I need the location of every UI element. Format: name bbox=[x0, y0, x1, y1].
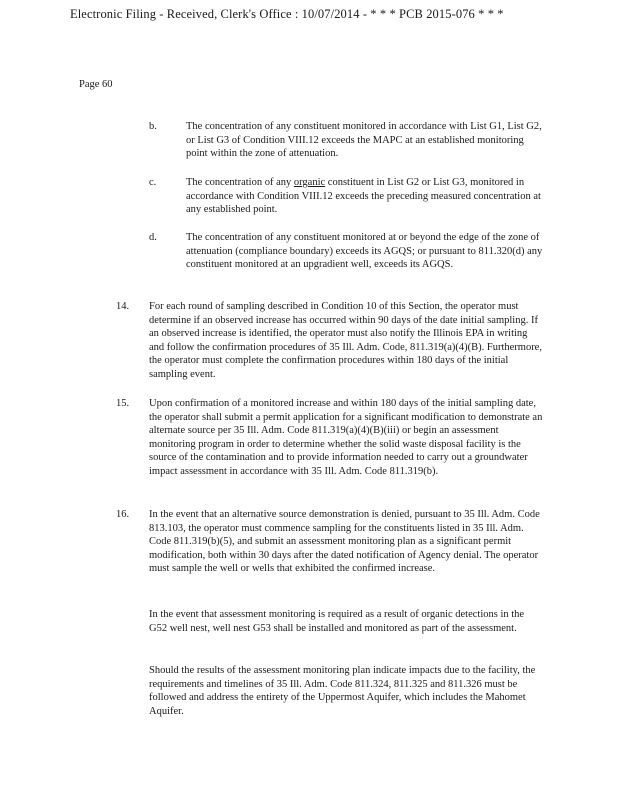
item-label: 16. bbox=[116, 509, 130, 520]
item-text: In the event that an alternative source demonstration is denied, pursuant to 35 Ill. Adm. Code 813.103, the operator must commence sampling for the constituents listed in 35 Ill. Adm. Code 811.319(b)(5), and submit an assessment monitoring plan as a significant permit modification, both within 30 days after the dated notification of Agency denial. The operator must sample the well or wells that exhibited the confirmed increase. bbox=[149, 509, 540, 575]
item-label: b. bbox=[149, 121, 157, 132]
condition-item-b bbox=[149, 120, 544, 161]
condition-item-c bbox=[149, 176, 544, 217]
electronic-filing-header: Electronic Filing - Received, Clerk's Office : 10/07/2014 - * * * PCB 2015-076 * * * bbox=[70, 7, 504, 21]
item-label: 15. bbox=[116, 398, 130, 409]
item-label: d. bbox=[149, 232, 157, 243]
item-text bbox=[186, 176, 544, 217]
condition-item-d bbox=[149, 231, 544, 272]
item-text-part: The concentration of any bbox=[186, 177, 294, 188]
item-text: For each round of sampling described in Condition 10 of this Section, the operator must determine if an observed increase has occurred within 90 days of the date initial sampling. If an observed increase is identified, the operator must also notify the Illinois EPA in writing and follow the confirmation procedures of 35 Ill. Adm. Code, 811.319(a)(4)(B). Furthermore, the operator must complete the confirmation procedures within 180 days of the initial sampling event. bbox=[149, 301, 542, 380]
condition-item-14 bbox=[116, 300, 544, 382]
condition-item-15 bbox=[116, 397, 544, 479]
item-text-part: constituent in List G2 or List G3, monitored in accordance with Condition VIII.12 exceeds the preceding measured concentration at any established point. bbox=[186, 177, 541, 216]
aquifer-paragraph: Should the results of the assessment monitoring plan indicate impacts due to the facility, the requirements and timelines of 35 Ill. Adm. Code 811.324, 811.325 and 811.326 must be followed and address the entirety of the Uppermost Aquifer, which includes the Mahomet Aquifer. bbox=[149, 665, 536, 717]
assessment-paragraph: In the event that assessment monitoring is required as a result of organic detections in the G52 well nest, well nest G53 shall be installed and monitored as part of the assessment. bbox=[149, 609, 525, 634]
item-text: The concentration of any constituent monitored at or beyond the edge of the zone of attenuation (compliance boundary) exceeds its AGQS; or pursuant to 811.320(d) any constituent monitored at an upgradient well, exceeds its AGQS. bbox=[186, 232, 543, 271]
item-label: c. bbox=[149, 177, 157, 188]
item-label: 14. bbox=[116, 301, 130, 312]
condition-item-16 bbox=[116, 508, 544, 576]
underlined-word: organic bbox=[293, 177, 326, 188]
item-text: The concentration of any constituent monitored in accordance with List G1, List G2, or List G3 of Condition VIII.12 exceeds the MAPC at an established monitoring point within the zone of attenuation. bbox=[186, 121, 542, 160]
item-text: Upon confirmation of a monitored increase and within 180 days of the initial sampling date, the operator shall submit a permit application for a significant modification to demonstrate an alternate source per 35 Ill. Adm. Code 811.319(a)(4)(B)(iii) or begin an assessment monitoring program in order to determine whether the solid waste disposal facility is the source of the contamination and to provide information needed to carry out a groundwater impact assessment in accordance with 35 Ill. Adm. Code 811.319(b). bbox=[149, 398, 543, 477]
page-number: Page 60 bbox=[79, 79, 113, 90]
